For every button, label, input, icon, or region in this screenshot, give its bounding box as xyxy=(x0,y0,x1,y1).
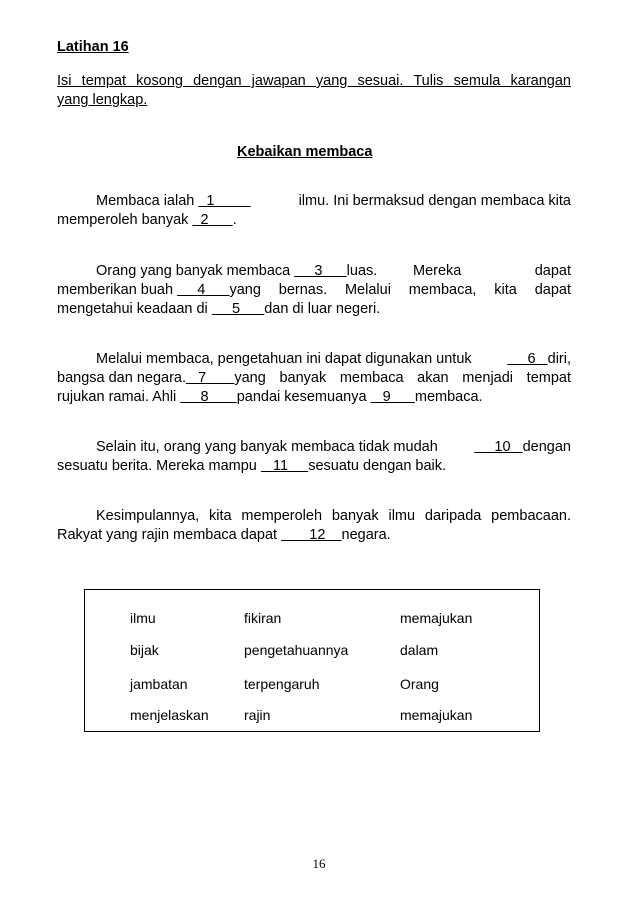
paragraph-5-line-2: Rakyat yang rajin membaca dapat 12 negara. xyxy=(57,527,391,543)
paragraph-3-line-2: bangsa dan negara. 7 yang banyak membaca akan menjadi tempat xyxy=(57,370,571,386)
paragraph-4-line-1: Selain itu, orang yang banyak membaca tidak mudah 10 dengan xyxy=(96,439,571,455)
word-bank-item: ilmu xyxy=(130,610,156,626)
paragraph-1-line-2: memperoleh banyak 2 . xyxy=(57,212,237,228)
word-bank-item: pengetahuannya xyxy=(244,642,349,658)
paragraph-2-line-3: mengetahui keadaan di 5 dan di luar negeri. xyxy=(57,301,381,317)
blank-6[interactable]: 6 xyxy=(507,351,548,367)
paragraph-1-line-1: Membaca ialah 1 ilmu. Ini bermaksud dengan membaca kita xyxy=(96,193,571,209)
blank-9[interactable]: 9 xyxy=(370,389,415,405)
paragraph-2-line-1: Orang yang banyak membaca 3 luas. Mereka dapat xyxy=(96,263,571,279)
blank-1[interactable]: 1 xyxy=(198,193,251,209)
instruction-line-1: Isi tempat kosong dengan jawapan yang sesuai. Tulis semula karangan xyxy=(57,73,571,89)
word-bank-item: bijak xyxy=(130,642,159,658)
blank-11[interactable]: 11 xyxy=(260,458,309,474)
passage-title: Kebaikan membaca xyxy=(237,144,373,160)
word-bank-item: memajukan xyxy=(400,707,473,723)
blank-3[interactable]: 3 xyxy=(294,263,347,279)
word-bank-item: dalam xyxy=(400,642,439,658)
word-bank-item: fikiran xyxy=(244,610,282,626)
blank-7[interactable]: 7 xyxy=(186,370,235,386)
blank-10[interactable]: 10 xyxy=(474,439,523,455)
word-bank-item: jambatan xyxy=(130,676,188,692)
paragraph-5-line-1: Kesimpulannya, kita memperoleh banyak ilmu daripada pembacaan. xyxy=(96,508,571,524)
word-bank-box xyxy=(84,589,540,732)
blank-12[interactable]: 12 xyxy=(281,527,342,543)
blank-8[interactable]: 8 xyxy=(180,389,237,405)
word-bank-item: terpengaruh xyxy=(244,676,320,692)
paragraph-3-line-3: rujukan ramai. Ahli 8 pandai kesemuanya 9 membaca. xyxy=(57,389,483,405)
paragraph-2-line-2: memberikan buah 4 yang bernas. Melalui membaca, kita dapat xyxy=(57,282,571,298)
blank-4[interactable]: 4 xyxy=(177,282,230,298)
word-bank-item: menjelaskan xyxy=(130,707,209,723)
word-bank-item: Orang xyxy=(400,676,439,692)
paragraph-4-line-2: sesuatu berita. Mereka mampu 11 sesuatu dengan baik. xyxy=(57,458,447,474)
exercise-heading: Latihan 16 xyxy=(57,39,129,55)
paragraph-3-line-1: Melalui membaca, pengetahuan ini dapat digunakan untuk 6 diri, xyxy=(96,351,571,367)
word-bank-item: memajukan xyxy=(400,610,473,626)
blank-2[interactable]: 2 xyxy=(192,212,233,228)
word-bank-item: rajin xyxy=(244,707,271,723)
instruction-line-2: yang lengkap. xyxy=(57,92,148,108)
page-number: 16 xyxy=(312,856,326,871)
blank-5[interactable]: 5 xyxy=(211,301,265,317)
